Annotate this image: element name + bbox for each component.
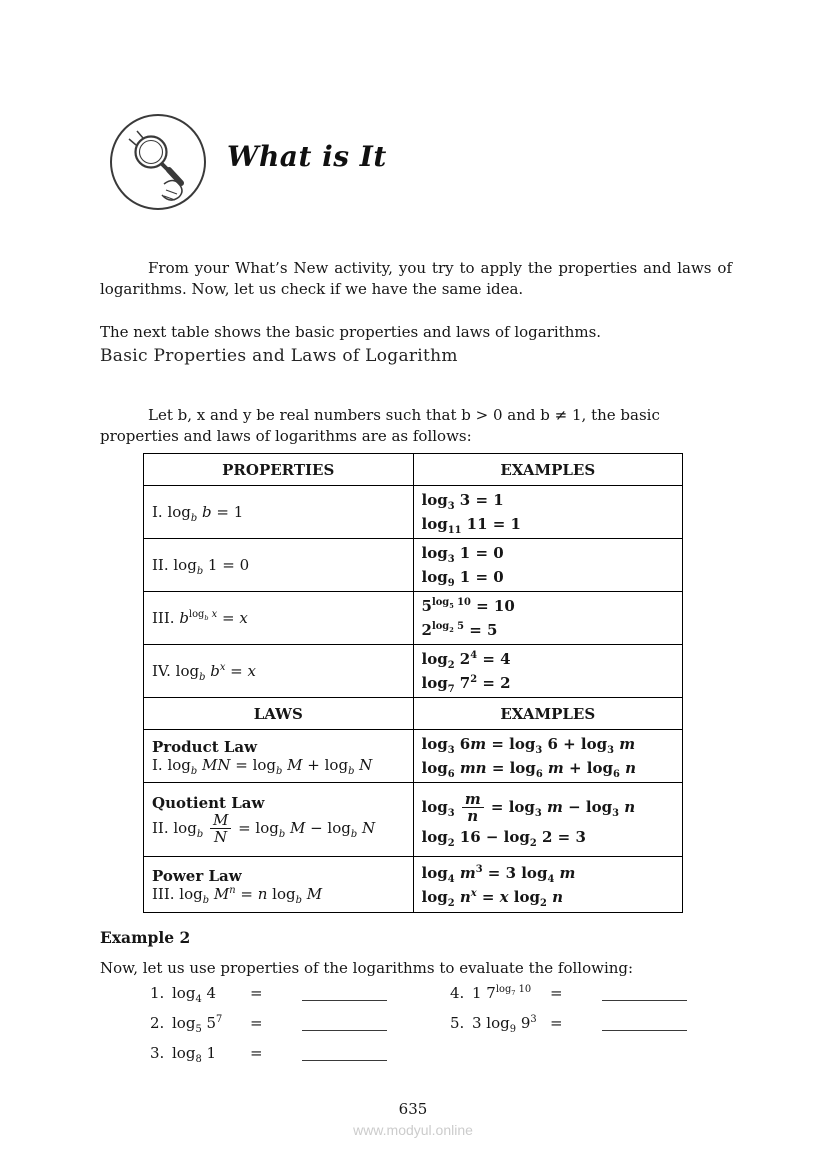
col-header-examples: EXAMPLES	[413, 454, 683, 486]
item-number: 4.	[450, 984, 465, 1002]
answer-blank	[602, 1014, 687, 1031]
exercise-column-right	[450, 984, 750, 1044]
example2-heading: Example 2	[100, 928, 191, 947]
page-title: What is It	[227, 140, 387, 173]
conditions-paragraph: Let b, x and y be real numbers such that b > 0 and b ≠ 1, the basic properties and laws of logarithms are as follows:	[100, 406, 660, 445]
item-number: 2.	[150, 1014, 165, 1032]
property-examples	[413, 645, 683, 698]
example-line: $\log_3$ $\frac{m}{n}$ = $\log_3 m - \log_3 n$	[421, 789, 636, 825]
equals-sign: =	[250, 1014, 263, 1032]
example-line: $\log_2 16 - \log_2 2 = 3$	[421, 827, 586, 849]
property-formula: II. $\log_b 1 = 0$	[144, 539, 414, 592]
property-examples	[413, 486, 683, 539]
answer-blank	[302, 1044, 387, 1061]
law-name: Product Law	[152, 738, 258, 756]
law-name: Power Law	[152, 866, 242, 885]
example-line: $\log_4 m^3 = 3$ $\log_4 m$	[421, 863, 576, 885]
table-header-row	[144, 454, 683, 486]
table-row	[144, 592, 683, 645]
law-formula: I. $\log_b$ MN = $\log_b M + \log_b N$	[152, 756, 373, 777]
intro-paragraph: From your What’s New activity, you try to apply the properties and laws of logarithms. Now, let us check if we have the same idea.	[100, 259, 732, 298]
answer-blank	[302, 1014, 387, 1031]
table-row	[144, 857, 683, 913]
law-cell	[144, 857, 414, 913]
equals-sign: =	[250, 1044, 263, 1062]
item-expression: 1 $7^{log_7 10}$	[472, 984, 532, 1002]
example-line: $\log_3 3 = 1$	[421, 491, 504, 512]
equals-sign: =	[250, 984, 263, 1002]
answer-blank	[602, 984, 687, 1001]
watermark: www.modyul.online	[353, 1122, 473, 1138]
table-row	[144, 539, 683, 592]
table-row	[144, 486, 683, 539]
equals-sign: =	[550, 984, 563, 1002]
exercise-item	[150, 984, 450, 1014]
law-cell	[144, 730, 414, 783]
col-header-laws: LAWS	[144, 698, 414, 730]
example-line: $\log_3 1 = 0$	[421, 544, 504, 565]
example2-intro: Now, let us use properties of the logarithms to evaluate the following:	[100, 959, 634, 977]
example-line: $\log_3 6m = \log_3 6 + \log_3 m$	[421, 735, 636, 756]
item-number: 5.	[450, 1014, 465, 1032]
law-examples	[413, 783, 683, 857]
item-number: 3.	[150, 1044, 165, 1062]
item-expression: $\log_4 4$	[172, 984, 217, 1005]
item-number: 1.	[150, 984, 165, 1002]
magnifying-glass-icon	[106, 112, 212, 214]
example-line: $\log_{11} 11 = 1$	[421, 515, 521, 536]
exercise-column-left	[150, 984, 450, 1074]
property-formula: IV. $\log_b b^x = x$	[144, 645, 414, 698]
law-formula: II. $\log_b$ $\frac{M}{N}$ = $\log_b M - \log_b N$	[152, 810, 376, 846]
section-heading: Basic Properties and Laws of Logarithm	[100, 346, 458, 366]
answer-blank	[302, 984, 387, 1001]
table-row	[144, 730, 683, 783]
example-line: $\log_2 n^x = x$ $\log_2 n$	[421, 887, 564, 909]
example-line: $\log_7 7^2 = 2$	[421, 674, 511, 695]
exercise-item	[450, 1014, 750, 1044]
item-expression: $\log_5 5^7$	[172, 1014, 223, 1035]
exercise-item	[150, 1044, 450, 1074]
col-header-properties: PROPERTIES	[144, 454, 414, 486]
exercise-item	[150, 1014, 450, 1044]
property-examples	[413, 539, 683, 592]
table-header-row	[144, 698, 683, 730]
law-cell	[144, 783, 414, 857]
properties-laws-table	[143, 453, 683, 913]
property-formula: I. $\log_b b = 1$	[144, 486, 414, 539]
table-lead-paragraph: The next table shows the basic properties and laws of logarithms.	[100, 323, 602, 341]
item-expression: $\log_8 1$	[172, 1044, 217, 1065]
table-row	[144, 783, 683, 857]
example-line: $\log_9 1 = 0$	[421, 568, 504, 589]
item-expression: 3 $\log_9 9^3$	[472, 1014, 537, 1035]
law-formula: III. $\log_b M^n = n$ $\log_b M$	[152, 884, 323, 906]
col-header-examples: EXAMPLES	[413, 698, 683, 730]
example-line: $5^{log_5 10} = 10$	[421, 597, 515, 615]
table-row	[144, 645, 683, 698]
example-line: $2^{log_2 5} = 5$	[421, 621, 498, 639]
law-name: Quotient Law	[152, 793, 265, 812]
page-number: 635	[398, 1100, 428, 1118]
law-examples	[413, 857, 683, 913]
exercise-item	[450, 984, 750, 1014]
property-examples	[413, 592, 683, 645]
equals-sign: =	[550, 1014, 563, 1032]
example-line: $\log_6$ mn = $\log_6 m + \log_6 n$	[421, 759, 637, 780]
property-formula: III. $b^{log_b x} = x$	[144, 592, 414, 645]
example-line: $\log_2 2^4 = 4$	[421, 650, 511, 671]
law-examples	[413, 730, 683, 783]
